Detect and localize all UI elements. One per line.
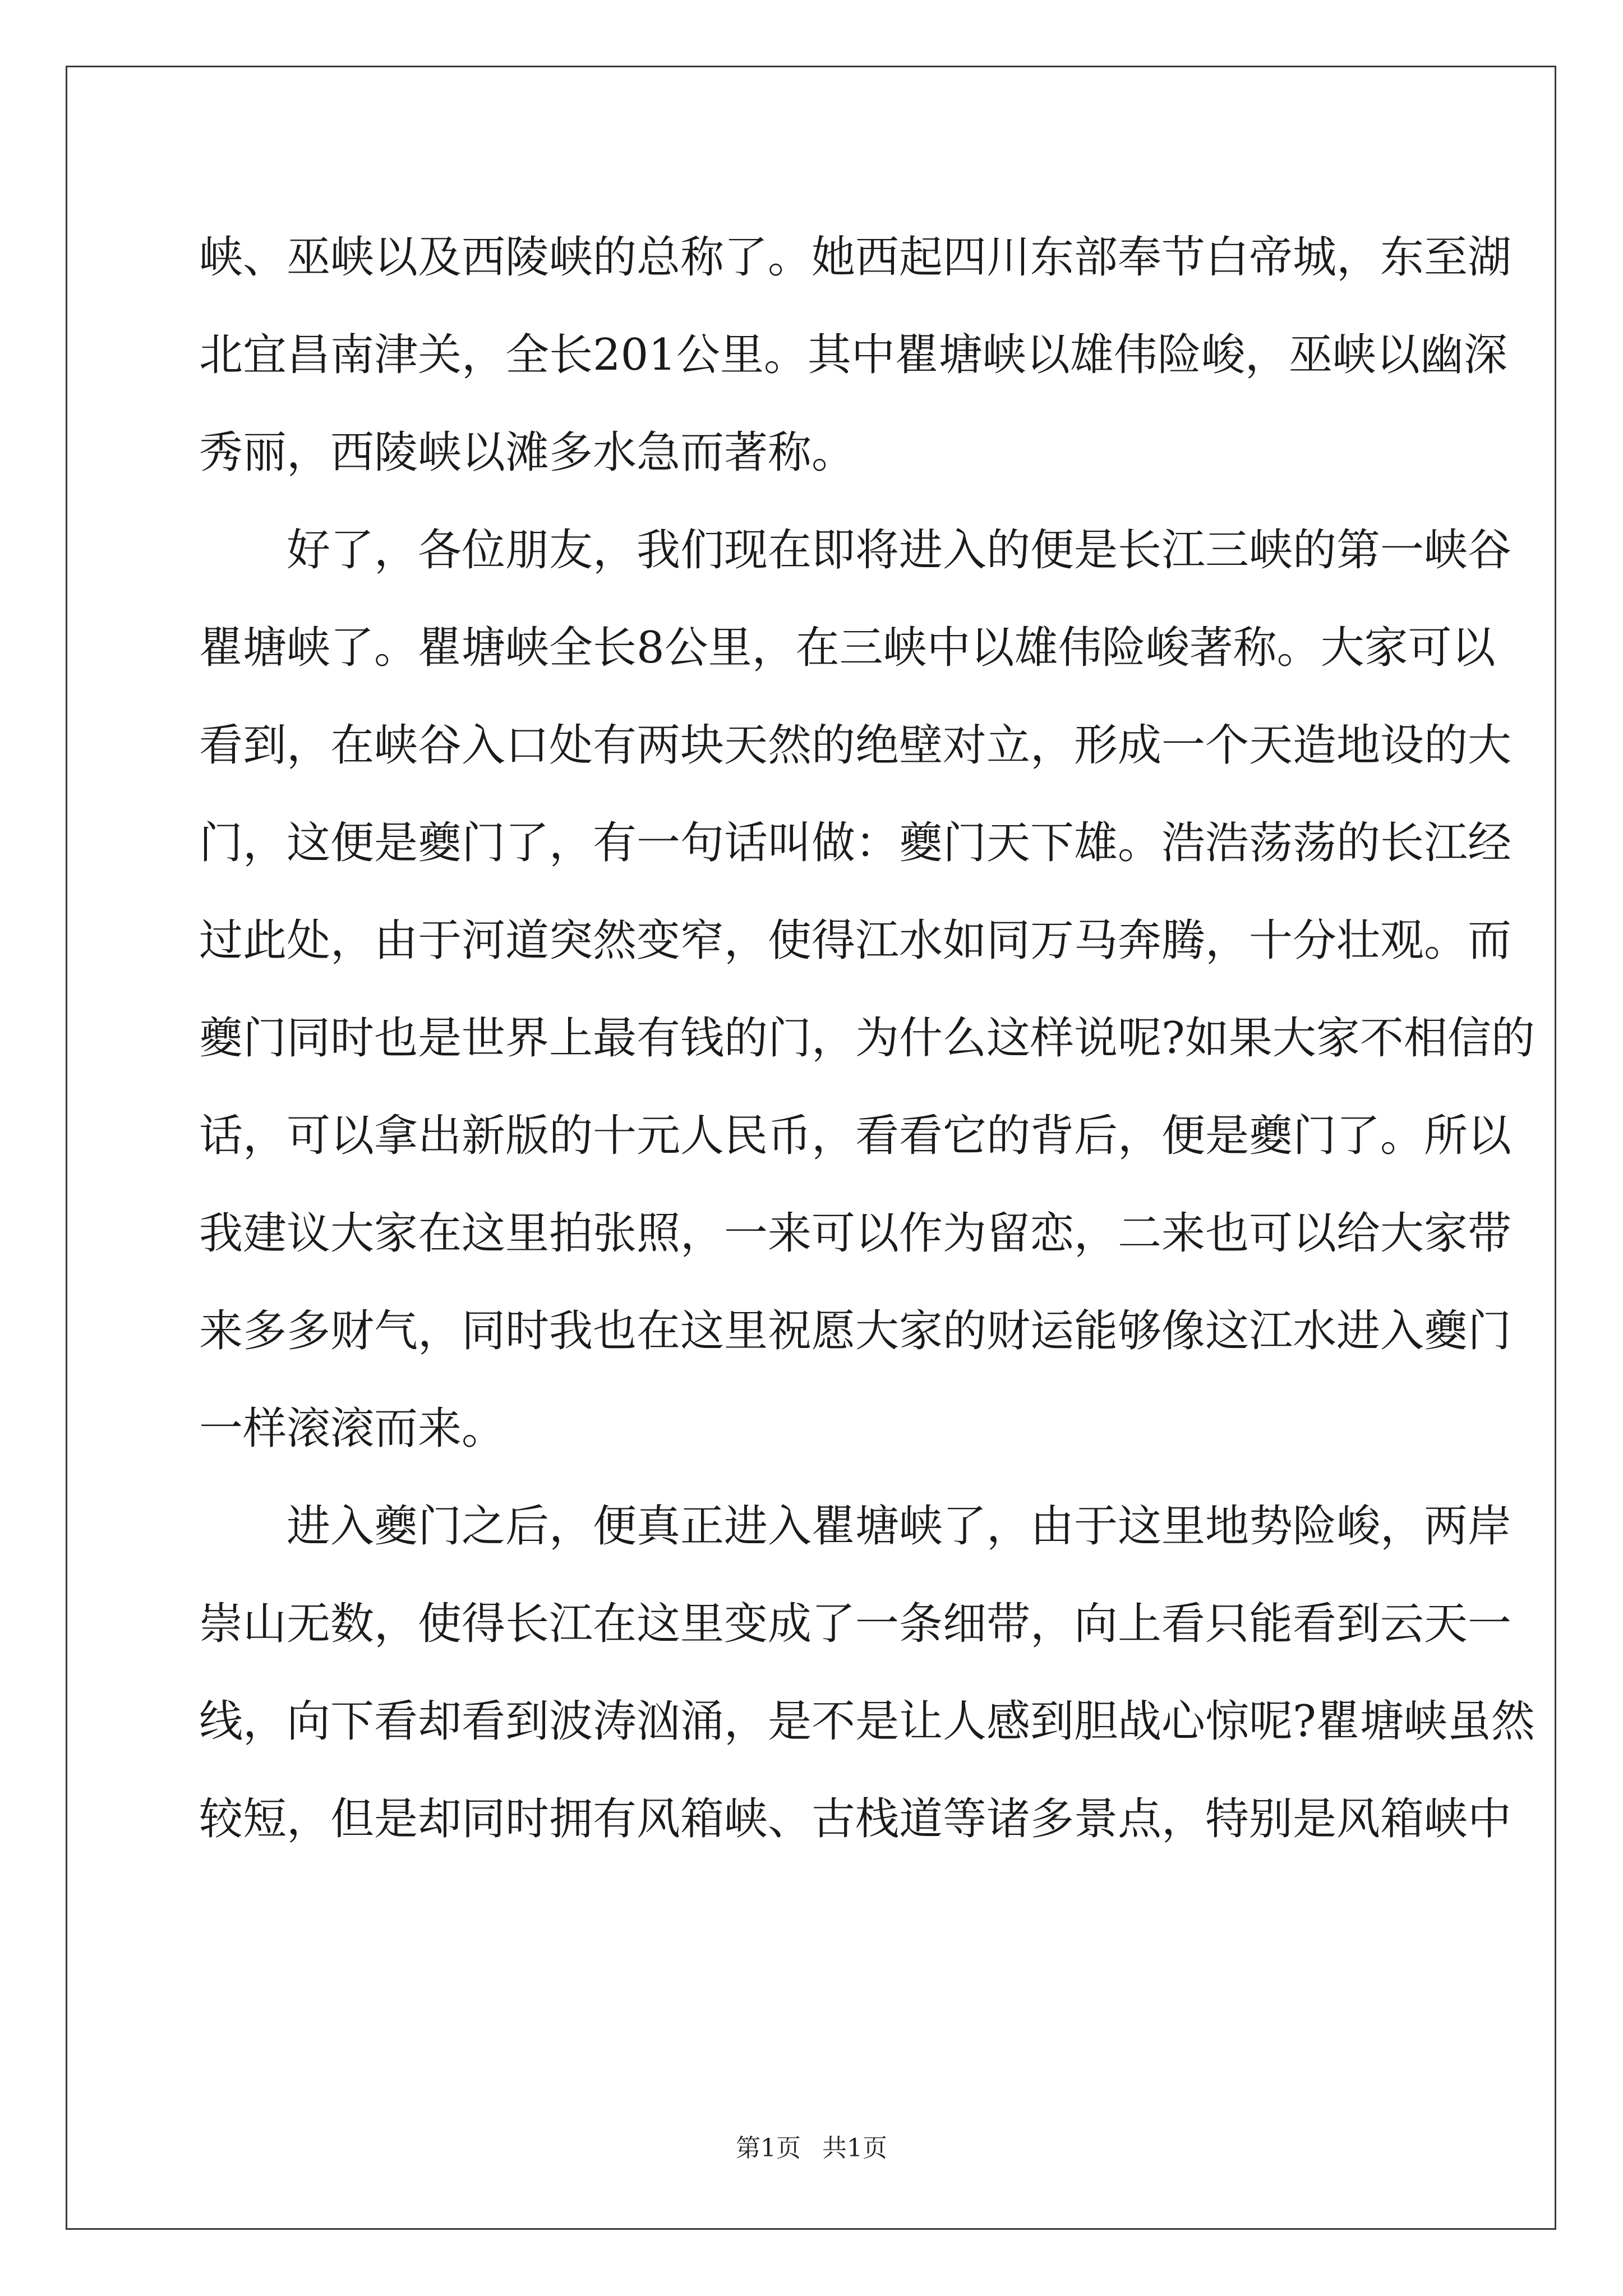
text-line: 瞿塘峡了。瞿塘峡全长8公里，在三峡中以雄伟险峻著称。大家可以 (199, 623, 1496, 673)
text-line: 好了，各位朋友，我们现在即将进入的便是长江三峡的第一峡谷 (287, 525, 1512, 576)
text-line: 进入夔门之后，便真正进入瞿塘峡了，由于这里地势险峻，两岸 (287, 1501, 1512, 1552)
page-number: 第1页 (736, 2134, 801, 2162)
text-line: 来多多财气，同时我也在这里祝愿大家的财运能够像这江水进入夔门 (199, 1306, 1512, 1356)
text-line: 崇山无数，使得长江在这里变成了一条细带，向上看只能看到云天一 (199, 1599, 1512, 1649)
text-line: 过此处，由于河道突然变窄，使得江水如同万马奔腾，十分壮观。而 (199, 915, 1512, 966)
text-line: 夔门同时也是世界上最有钱的门，为什么这样说呢?如果大家不相信的 (199, 1013, 1535, 1064)
page-footer (0, 2132, 1623, 2165)
text-line: 北宜昌南津关，全长201公里。其中瞿塘峡以雄伟险峻，巫峡以幽深 (199, 330, 1507, 380)
page-total: 共1页 (822, 2134, 887, 2162)
text-line: 线，向下看却看到波涛汹涌，是不是让人感到胆战心惊呢?瞿塘峡虽然 (199, 1696, 1535, 1747)
text-line: 一样滚滚而来。 (199, 1404, 506, 1454)
text-line: 门，这便是夔门了，有一句话叫做：夔门天下雄。浩浩荡荡的长江经 (199, 818, 1512, 868)
text-line: 看到，在峡谷入口处有两块天然的绝壁对立，形成一个天造地设的大 (199, 720, 1512, 771)
text-line: 我建议大家在这里拍张照，一来可以作为留恋，二来也可以给大家带 (199, 1208, 1512, 1259)
text-line: 较短，但是却同时拥有风箱峡、古栈道等诸多景点，特别是风箱峡中 (199, 1794, 1512, 1844)
text-line: 秀丽，西陵峡以滩多水急而著称。 (199, 427, 856, 478)
text-line: 峡、巫峡以及西陵峡的总称了。她西起四川东部奉节白帝城，东至湖 (199, 232, 1512, 283)
document-body (199, 209, 1535, 1868)
text-line: 话，可以拿出新版的十元人民币，看看它的背后，便是夔门了。所以 (199, 1111, 1512, 1161)
